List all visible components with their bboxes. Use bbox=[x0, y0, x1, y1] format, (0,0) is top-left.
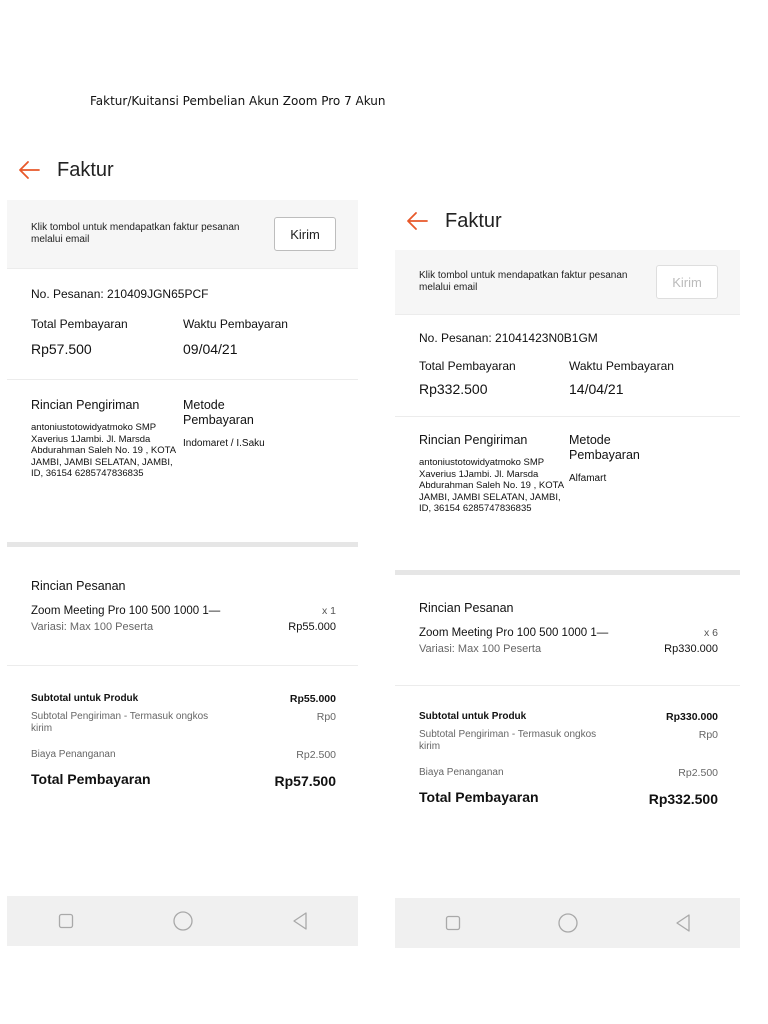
order-details bbox=[7, 547, 358, 665]
shipping-address: antoniustotowidyatmoko SMP Xaverius 1Jambi. Jl. Marsda Abdurahman Saleh No. 19 , KOTA JAMBI, JAMBI SELATAN, JAMBI, ID, 36154 6285747836835 bbox=[31, 422, 176, 479]
back-arrow-icon[interactable] bbox=[15, 156, 43, 184]
email-invoice-row bbox=[7, 200, 358, 268]
home-circle-icon[interactable] bbox=[548, 903, 588, 943]
shipping-section bbox=[7, 380, 358, 542]
total-payment-value: Rp57.500 bbox=[31, 341, 92, 357]
product-name: Zoom Meeting Pro 100 500 1000 1— bbox=[31, 605, 221, 617]
android-nav-bar bbox=[395, 898, 740, 948]
payment-method-label: Metode Pembayaran bbox=[183, 398, 254, 427]
grand-total-label: Total Pembayaran bbox=[419, 789, 539, 805]
product-variation: Variasi: Max 100 Peserta bbox=[31, 621, 154, 633]
shipping-address: antoniustotowidyatmoko SMP Xaverius 1Jambi. Jl. Marsda Abdurahman Saleh No. 19 , KOTA JAMBI, JAMBI SELATAN, JAMBI, ID, 36154 6285747836835 bbox=[419, 457, 564, 514]
send-invoice-button[interactable]: Kirim bbox=[274, 217, 336, 251]
shipping-label: Rincian Pengiriman bbox=[31, 398, 140, 412]
page-title: Faktur bbox=[57, 158, 114, 181]
payment-time-label: Waktu Pembayaran bbox=[569, 359, 674, 373]
subtotal-product-value: Rp55.000 bbox=[289, 693, 336, 705]
subtotal-product-label: Subtotal untuk Produk bbox=[31, 693, 139, 704]
handling-fee-value: Rp2.500 bbox=[678, 767, 718, 779]
invoice-screen-1 bbox=[7, 140, 358, 789]
email-prompt: Klik tombol untuk mendapatkan faktur pesanan melalui email bbox=[31, 222, 240, 245]
handling-fee-label: Biaya Penanganan bbox=[31, 749, 116, 760]
subtotal-shipping-label: Subtotal Pengiriman - Termasuk ongkos kirim bbox=[419, 729, 597, 752]
payment-time-label: Waktu Pembayaran bbox=[183, 317, 288, 331]
payment-summary bbox=[7, 666, 358, 789]
order-details-label: Rincian Pesanan bbox=[419, 601, 514, 615]
order-number: No. Pesanan: 21041423N0B1GM bbox=[419, 331, 598, 345]
back-arrow-icon[interactable] bbox=[403, 207, 431, 235]
document-title: Faktur/Kuitansi Pembelian Akun Zoom Pro 7 Akun bbox=[90, 94, 386, 108]
grand-total-label: Total Pembayaran bbox=[31, 771, 151, 787]
invoice-screen-2 bbox=[395, 192, 740, 807]
subtotal-shipping-value: Rp0 bbox=[316, 711, 336, 723]
subtotal-shipping-value: Rp0 bbox=[698, 729, 718, 741]
product-quantity: x 6 bbox=[703, 627, 718, 639]
order-details bbox=[395, 575, 740, 685]
email-invoice-row bbox=[395, 250, 740, 314]
email-prompt: Klik tombol untuk mendapatkan faktur pesanan melalui email bbox=[419, 270, 628, 293]
product-name: Zoom Meeting Pro 100 500 1000 1— bbox=[419, 627, 609, 639]
order-number: No. Pesanan: 210409JGN65PCF bbox=[31, 287, 209, 301]
total-payment-label: Total Pembayaran bbox=[419, 359, 516, 373]
subtotal-product-value: Rp330.000 bbox=[666, 711, 718, 723]
recents-square-icon[interactable] bbox=[46, 901, 86, 941]
product-row[interactable] bbox=[31, 605, 336, 617]
app-header bbox=[395, 192, 740, 250]
subtotal-shipping-label: Subtotal Pengiriman - Termasuk ongkos kirim bbox=[31, 711, 209, 734]
payment-method-value: Indomaret / I.Saku bbox=[183, 438, 265, 449]
payment-summary bbox=[395, 686, 740, 807]
order-details-label: Rincian Pesanan bbox=[31, 579, 126, 593]
android-nav-bar bbox=[7, 896, 358, 946]
payment-time-value: 09/04/21 bbox=[183, 341, 238, 357]
total-payment-label: Total Pembayaran bbox=[31, 317, 128, 331]
home-circle-icon[interactable] bbox=[163, 901, 203, 941]
shipping-label: Rincian Pengiriman bbox=[419, 433, 528, 447]
order-summary bbox=[7, 269, 358, 379]
payment-time-value: 14/04/21 bbox=[569, 381, 624, 397]
product-row[interactable] bbox=[419, 627, 718, 639]
shipping-section bbox=[395, 417, 740, 570]
product-price: Rp55.000 bbox=[288, 621, 336, 633]
payment-method-value: Alfamart bbox=[569, 473, 607, 484]
back-triangle-icon[interactable] bbox=[280, 901, 320, 941]
send-invoice-button[interactable]: Kirim bbox=[656, 265, 718, 299]
total-payment-value: Rp332.500 bbox=[419, 381, 488, 397]
order-summary bbox=[395, 315, 740, 416]
page-title: Faktur bbox=[445, 209, 502, 232]
app-header bbox=[7, 140, 358, 200]
grand-total-value: Rp57.500 bbox=[274, 773, 336, 789]
payment-method-label: Metode Pembayaran bbox=[569, 433, 640, 462]
recents-square-icon[interactable] bbox=[433, 903, 473, 943]
product-variation: Variasi: Max 100 Peserta bbox=[419, 643, 542, 655]
grand-total-value: Rp332.500 bbox=[648, 791, 718, 807]
handling-fee-value: Rp2.500 bbox=[296, 749, 336, 761]
subtotal-product-label: Subtotal untuk Produk bbox=[419, 711, 527, 722]
handling-fee-label: Biaya Penanganan bbox=[419, 767, 504, 778]
back-triangle-icon[interactable] bbox=[663, 903, 703, 943]
product-quantity: x 1 bbox=[321, 605, 336, 617]
product-price: Rp330.000 bbox=[664, 643, 718, 655]
